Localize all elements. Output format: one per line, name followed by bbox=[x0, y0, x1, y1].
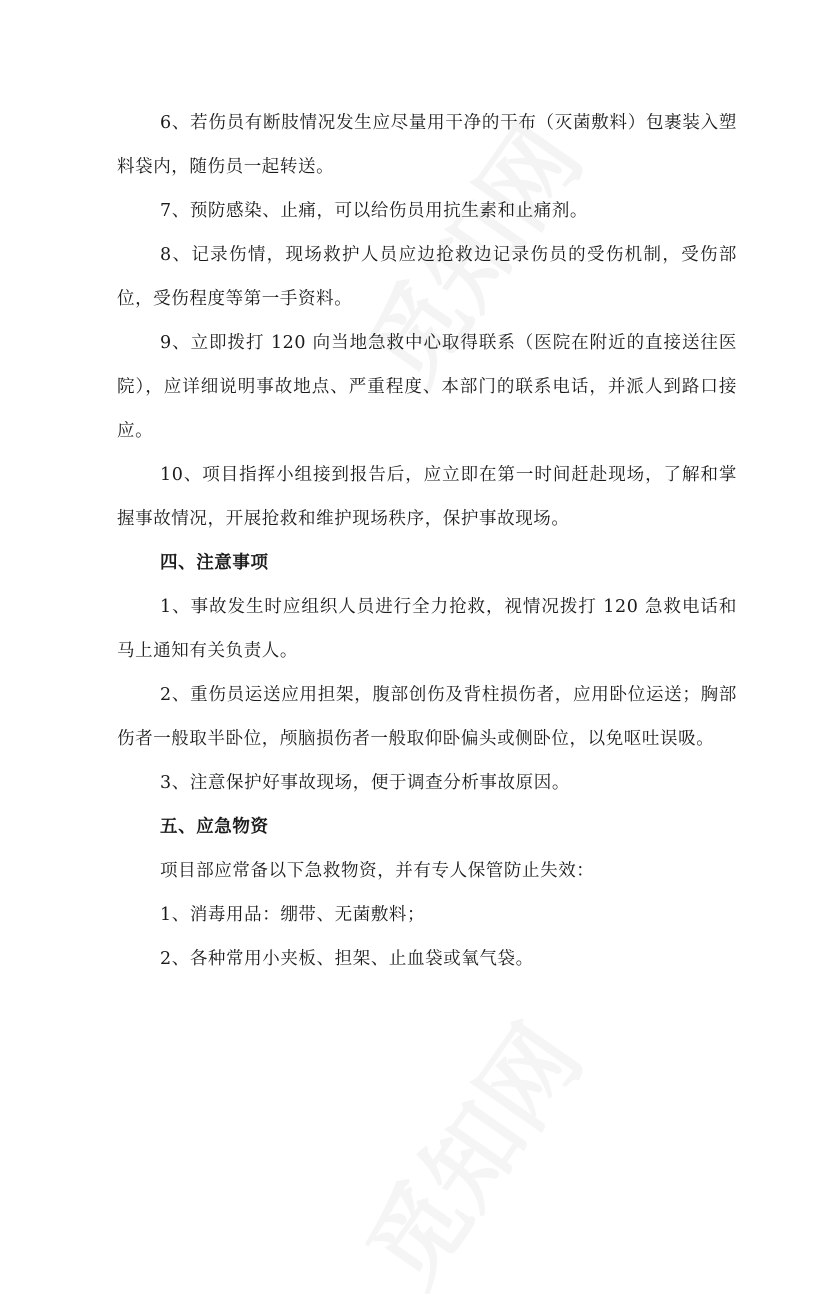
paragraph-9: 9、立即拨打 120 向当地急救中心取得联系（医院在附近的直接送往医院），应详细说明事故地点、严重程度、本部门的联系电话，并派人到路口接应。 bbox=[117, 333, 737, 441]
supplies-item-2: 2、各种常用小夹板、担架、止血袋或氧气袋。 bbox=[160, 949, 534, 969]
watermark-logo bbox=[330, 994, 607, 1308]
section-heading-precautions: 四、注意事项 bbox=[160, 553, 269, 573]
precaution-3: 3、注意保护好事故现场，便于调查分析事故原因。 bbox=[160, 773, 570, 793]
paragraph-10: 10、项目指挥小组接到报告后，应立即在第一时间赶赴现场，了解和掌握事故情况，开展抢救和维护现场秩序，保护事故现场。 bbox=[117, 465, 737, 529]
precaution-1: 1、事故发生时应组织人员进行全力抢救，视情况拨打 120 急救电话和马上通知有关负责人。 bbox=[117, 597, 737, 661]
section-heading-supplies: 五、应急物资 bbox=[160, 817, 269, 837]
paragraph-8: 8、记录伤情，现场救护人员应边抢救边记录伤员的受伤机制，受伤部位，受伤程度等第一手资料。 bbox=[117, 245, 737, 309]
paragraph-7: 7、预防感染、止痛，可以给伤员用抗生素和止痛剂。 bbox=[160, 201, 589, 221]
document-body bbox=[117, 101, 737, 981]
precaution-2: 2、重伤员运送应用担架，腹部创伤及背柱损伤者，应用卧位运送；胸部伤者一般取半卧位，颅脑损伤者一般取仰卧偏头或侧卧位，以免呕吐误吸。 bbox=[117, 685, 737, 749]
supplies-intro: 项目部应常备以下急救物资，并有专人保管防止失效： bbox=[160, 861, 595, 881]
paragraph-6: 6、若伤员有断肢情况发生应尽量用干净的干布（灭菌敷料）包裹装入塑料袋内，随伤员一起转送。 bbox=[117, 113, 737, 177]
supplies-item-1: 1、消毒用品：绷带、无菌敷料； bbox=[160, 905, 426, 925]
